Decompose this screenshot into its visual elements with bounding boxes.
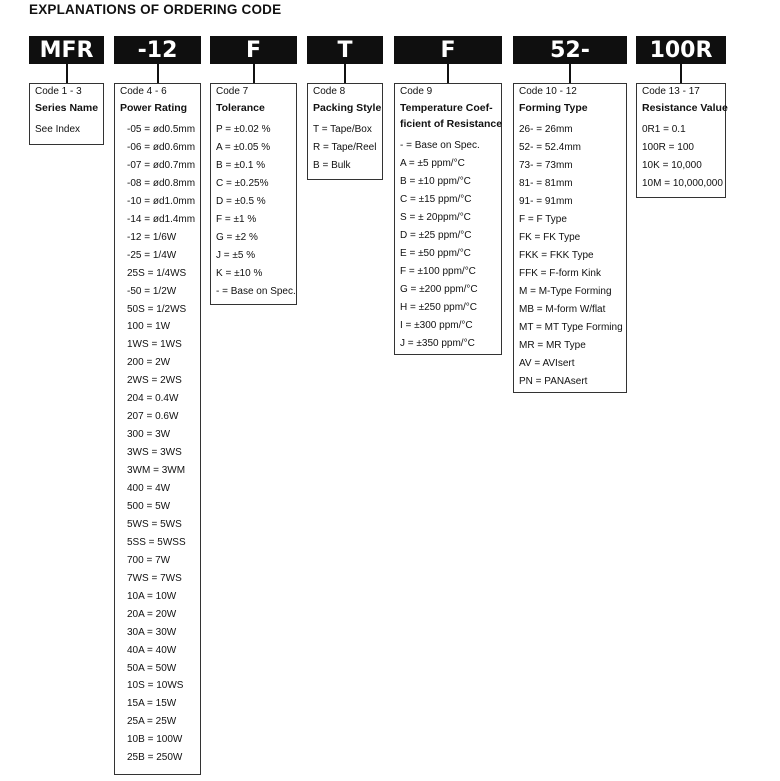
list-item: See Index [35,124,81,135]
list-item: 207 = 0.6W [127,411,179,423]
resistance-code-label: Code 13 - 17 [642,86,700,97]
list-item: F = ±100 ppm/°C [400,266,476,277]
list-item: F = ±1 % [216,214,257,225]
connector-tcr [447,64,449,84]
connector-tolerance [253,64,255,84]
list-item: 50A = 50W [127,662,177,674]
list-item: T = Tape/Box [313,124,372,135]
tcr-heading-line1: Temperature Coef- [400,102,493,114]
code-block-power: -12 [114,36,201,64]
list-item: 81- = 81mm [519,178,573,189]
list-item: - = Base on Spec. [400,140,480,151]
list-item: PN = PANAsert [519,376,588,387]
list-item: 2WS = 2WS [127,375,182,387]
list-item: B = Bulk [313,160,351,171]
connector-packing [344,64,346,84]
power-heading: Power Rating [120,102,188,114]
resistance-value-box [636,83,726,198]
list-item: 700 = 7W [127,554,171,566]
forming-heading: Forming Type [519,102,588,114]
list-item: MT = MT Type Forming [519,322,623,333]
list-item: FKK = FKK Type [519,250,594,261]
list-item: 100 = 1W [127,321,171,333]
list-item: 40A = 40W [127,644,177,656]
list-item: 10S = 10WS [127,680,184,692]
list-item: 10A = 10W [127,590,177,602]
list-item: P = ±0.02 % [216,124,271,135]
list-item: 52- = 52.4mm [519,142,581,153]
list-item: F = F Type [519,214,567,225]
list-item: G = ±2 % [216,232,258,243]
list-item: -25 = 1/4W [127,249,177,261]
code-block-tcr: F [394,36,502,64]
connector-resistance [680,64,682,84]
list-item: 73- = 73mm [519,160,573,171]
list-item: 30A = 30W [127,626,177,638]
list-item: E = ±50 ppm/°C [400,248,471,259]
list-item: 10M = 10,000,000 [642,178,723,189]
list-item: AV = AVIsert [519,358,575,369]
list-item: I = ±300 ppm/°C [400,320,473,331]
list-item: 0R1 = 0.1 [642,124,686,135]
list-item: 15A = 15W [127,698,177,710]
list-item: 10B = 100W [127,734,183,746]
list-item: 20A = 20W [127,608,177,620]
code-block-tolerance: F [210,36,297,64]
list-item: 5SS = 5WSS [127,536,186,548]
list-item: -06 = ød0.6mm [127,141,196,153]
code-block-resistance: 100R [636,36,726,64]
list-item: 1WS = 1WS [127,339,182,351]
list-item: 50S = 1/2WS [127,303,187,315]
list-item: -05 = ød0.5mm [127,124,196,135]
forming-code-label: Code 10 - 12 [519,86,577,97]
list-item: - = Base on Spec. [216,286,296,297]
list-item: 5WS = 5WS [127,518,182,530]
list-item: B = ±0.1 % [216,160,266,171]
list-item: -08 = ød0.8mm [127,177,196,189]
list-item: 25A = 25W [127,716,177,728]
series-code-label: Code 1 - 3 [35,86,82,97]
list-item: 300 = 3W [127,429,171,441]
list-item: -10 = ød1.0mm [127,195,196,207]
list-item: 26- = 26mm [519,124,573,135]
list-item: J = ±350 ppm/°C [400,338,475,349]
list-item: D = ±25 ppm/°C [400,230,472,241]
list-item: 500 = 5W [127,500,171,512]
list-item: -50 = 1/2W [127,285,177,297]
list-item: MR = MR Type [519,340,586,351]
list-item: 10K = 10,000 [642,160,702,171]
series-heading: Series Name [35,102,99,114]
list-item: 91- = 91mm [519,196,573,207]
power-rating-box [114,83,201,775]
list-item: M = M-Type Forming [519,286,612,297]
temperature-coefficient-box [394,83,502,355]
list-item: A = ±0.05 % [216,142,271,153]
list-item: H = ±250 ppm/°C [400,302,478,313]
list-item: 25B = 250W [127,752,183,764]
list-item: -07 = ød0.7mm [127,159,196,171]
list-item: K = ±10 % [216,268,263,279]
code-block-forming: 52- [513,36,627,64]
list-item: 25S = 1/4WS [127,267,187,279]
list-item: A = ±5 ppm/°C [400,158,465,169]
list-item: C = ±0.25% [216,178,269,189]
list-item: 200 = 2W [127,357,171,369]
list-item: FK = FK Type [519,232,581,243]
series-name-box [29,83,104,145]
list-item: J = ±5 % [216,250,256,261]
connector-forming [569,64,571,84]
list-item: FFK = F-form Kink [519,268,601,279]
power-code-label: Code 4 - 6 [120,86,167,97]
list-item: B = ±10 ppm/°C [400,176,471,187]
connector-series [66,64,68,84]
tolerance-box [210,83,297,305]
code-block-series: MFR [29,36,104,64]
list-item: C = ±15 ppm/°C [400,194,472,205]
list-item: 400 = 4W [127,483,171,494]
list-item: R = Tape/Reel [313,142,377,153]
page-title: EXPLANATIONS OF ORDERING CODE [29,2,282,17]
list-item: 204 = 0.4W [127,393,179,405]
tolerance-heading: Tolerance [216,102,265,114]
list-item: MB = M-form W/flat [519,304,606,315]
code-block-packing: T [307,36,383,64]
list-item: -14 = ød1.4mm [127,213,196,225]
forming-type-box [513,83,627,393]
list-item: -12 = 1/6W [127,231,177,243]
tcr-code-label: Code 9 [400,86,433,97]
connector-power [157,64,159,84]
packing-code-label: Code 8 [313,86,346,97]
list-item: 100R = 100 [642,142,694,153]
packing-style-box [307,83,383,180]
tolerance-code-label: Code 7 [216,86,249,97]
resistance-heading: Resistance Value [642,102,728,114]
list-item: 3WM = 3WM [127,465,186,477]
list-item: G = ±200 ppm/°C [400,284,478,295]
list-item: 3WS = 3WS [127,447,182,459]
list-item: S = ± 20ppm/°C [400,212,471,223]
list-item: D = ±0.5 % [216,196,266,207]
list-item: 7WS = 7WS [127,572,182,584]
tcr-heading-line2: ficient of Resistance [400,118,503,130]
packing-heading: Packing Style [313,102,382,114]
